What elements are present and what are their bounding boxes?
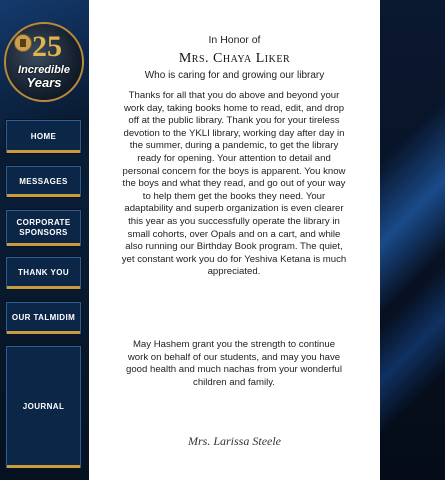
honoree-name: Mrs. Chaya Liker	[178, 51, 291, 66]
tribute-paragraph-1: Thanks for all that you do above and beyond your work day, taking books home to read, edit, and drop off at the public library. Thank you for your tireless devotion to the YKLI library, working day after day in the summer, during a pandemic, to get the library ready for opening. Your attention to detail and personal concern for the boys is apparent. You know the boys and what they read, and go out of your way to help them get the books they need. Your adaptability and superb organization is even clearer this year as you successfully operate the library in small cohorts, over Opals and on a cart, and while also running our Birthday Book program. The quiet, yet constant work you do for Yeshiva Ketana is much appreciated.	[121, 90, 347, 278]
coin-icon	[14, 34, 32, 52]
nav-messages[interactable]: MESSAGES	[6, 166, 81, 197]
honor-heading: In Honor of	[208, 34, 261, 46]
anniversary-logo[interactable]	[4, 22, 84, 102]
nav-journal[interactable]: JOURNAL	[6, 346, 81, 468]
nav-home[interactable]: HOME	[6, 120, 81, 153]
nav-corporate-sponsors[interactable]: CORPORATE SPONSORS	[6, 210, 81, 246]
logo-line1: Incredible	[18, 64, 70, 76]
decorative-background	[380, 0, 445, 480]
honoree-subtitle: Who is caring for and growing our library	[144, 70, 325, 81]
tribute-paragraph-2: May Hashem grant you the strength to continue work on behalf of our students, and may you have good health and much nachas from your wonderful children and family.	[126, 339, 342, 388]
sidebar	[0, 0, 89, 480]
nav-our-talmidim[interactable]: OUR TALMIDIM	[6, 302, 81, 334]
nav-thank-you[interactable]: THANK YOU	[6, 257, 81, 289]
logo-line2: Years	[26, 75, 62, 90]
signature: Mrs. Larissa Steele	[188, 434, 281, 448]
content-panel	[89, 0, 380, 480]
logo-number: 25	[32, 30, 62, 63]
